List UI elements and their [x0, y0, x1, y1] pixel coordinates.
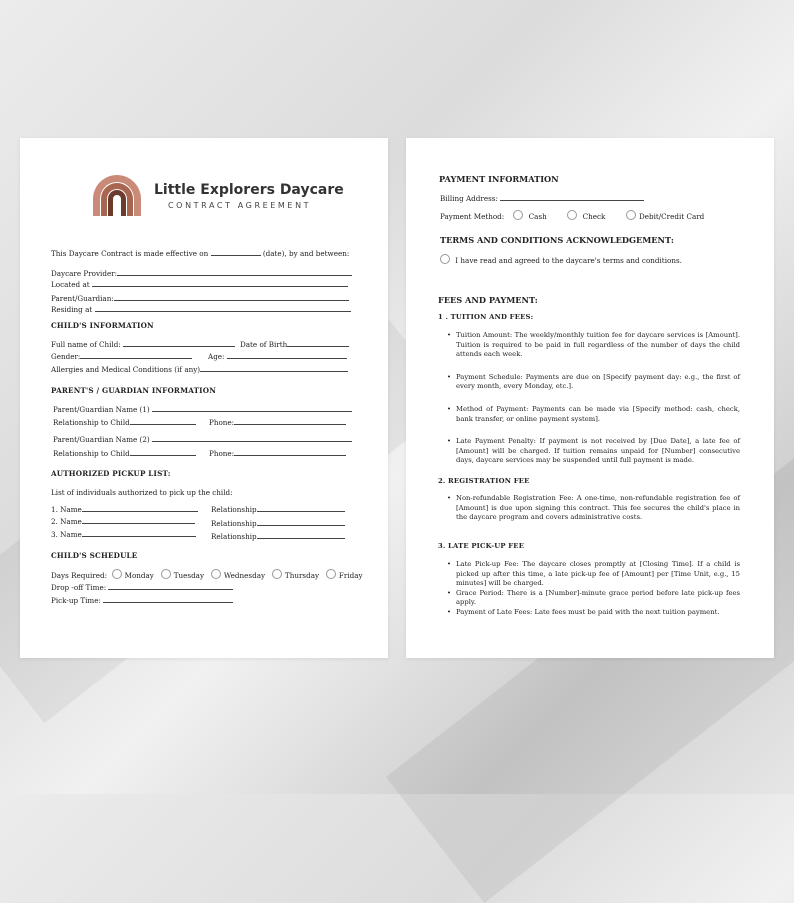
parent2-relationship-field[interactable] — [130, 448, 196, 456]
pickup-time-field[interactable] — [103, 595, 233, 603]
monday-radio[interactable] — [112, 569, 122, 579]
list-item: • Payment of Late Fees: Late fees must be paid with the next tuition payment. — [456, 608, 740, 618]
contract-page-2: PAYMENT INFORMATION Billing Address: Payment Method: Cash Check Debit/Credit Card TERMS AND CONDITIONS ACKNOWLEDGEMENT: I have read and agreed to the daycare's terms and conditions. FEES AND PAYMENT: 1 . TUITION AND FEES: • Tuition Amount: The weekly/monthly tuition fee for daycare services is [Amount]. Tuition is required to be paid in full regardless of the number of days the child attends each week. • Payment Schedule: Payments are due on [Specify payment day: e.g., the first of every month, every Monday, etc.]. • Method of Payment: Payments can be made via [Specify method: cash, check, bank transfer, or online payment system]. • Late Payment Penalty: If payment is not received by [Due Date], a late fee of [Amount] will be charged. If tuition remains unpaid for [Number] consecutive days, daycare services may be suspended until full payment is made. 2. REGISTRATION FEE • Non-refundable Registration Fee: A one-time, non-refundable registration fee of [Amount] is due upon signing this contract. This fee secures the child's place in the daycare program and covers administrative costs. 3. LATE PICK-UP FEE • Late Pick-up Fee: The daycare closes promptly at [Closing Time]. If a child is picked up after this time, a late pick-up fee of [Amount] per [Time Unit, e.g., 15 minutes] will be charged. • Grace Period: There is a [Number]-minute grace period before late pick-up fees apply. • Payment of Late Fees: Late fees must be paid with the next tuition payment. — [406, 138, 774, 658]
list-item: • Late Payment Penalty: If payment is not received by [Due Date], a late fee of [Amount] will be charged. If tuition remains unpaid for [Number] consecutive days, daycare services may be suspended until full payment is made. — [456, 437, 740, 466]
terms-statement: I have read and agreed to the daycare's terms and conditions. — [455, 256, 682, 265]
pickup3-relationship-field[interactable] — [257, 531, 345, 539]
rainbow-logo-icon — [90, 172, 144, 216]
contract-page-1: Little Explorers Daycare CONTRACT AGREEMENT This Daycare Contract is made effective on (date), by and between: Daycare Provider: Located at Parent/Guardian: Residing at CHILD'S INFORMATION Full name of Child: Date of Birth Gender: Age: Allergies and Medical Conditions (if any) PARENT'S / GUARDIAN INFORMATION Parent/Guardian Name (1) Relationship to Child Phone: Parent/Guardian Name (2) Relationship to Child Phone: AUTHORIZED PICKUP LIST: List of individuals authorized to pick up the child: 1. Name 2. Name 3. Name Relationship Relationship Relationship CHILD'S SCHEDULE Days Required: Monday Tuesday Wednesday Thursday Friday Drop -off Time: Pick-up Time: — [20, 138, 388, 658]
parent1-relationship-field[interactable] — [130, 417, 196, 425]
logo-subtitle: CONTRACT AGREEMENT — [168, 201, 312, 210]
pickup-intro: List of individuals authorized to pick up the child: — [51, 488, 233, 497]
provider-row: Daycare Provider: — [51, 268, 352, 278]
dropoff-time-field[interactable] — [108, 582, 233, 590]
tuesday-radio[interactable] — [161, 569, 171, 579]
provider-field[interactable] — [117, 268, 352, 276]
date-field[interactable] — [211, 248, 261, 256]
located-field[interactable] — [92, 279, 348, 287]
guardian-field[interactable] — [114, 293, 349, 301]
registration-list — [456, 494, 740, 523]
list-item: • Grace Period: There is a [Number]-minute grace period before late pick-up fees apply. — [456, 589, 740, 608]
pickup3-name-field[interactable] — [82, 529, 196, 537]
registration-subheading: 2. REGISTRATION FEE — [438, 477, 530, 485]
list-item: • Payment Schedule: Payments are due on [Specify payment day: e.g., the first of every month, every Monday, etc.]. — [456, 373, 740, 392]
parent2-phone-field[interactable] — [234, 448, 346, 456]
age-field[interactable] — [227, 351, 347, 359]
pickup1-name-field[interactable] — [82, 504, 198, 512]
residing-field[interactable] — [95, 304, 351, 312]
pickup-list-heading: AUTHORIZED PICKUP LIST: — [51, 469, 171, 478]
tuition-subheading: 1 . TUITION AND FEES: — [438, 313, 534, 321]
cash-radio[interactable] — [513, 210, 523, 220]
payment-method-row: Payment Method: Cash Check Debit/Credit Card — [440, 212, 705, 221]
late-pickup-list — [456, 560, 740, 618]
friday-radio[interactable] — [326, 569, 336, 579]
list-item: • Late Pick-up Fee: The daycare closes promptly at [Closing Time]. If a child is picked up after this time, a late pick-up fee of [Amount] per [Time Unit, e.g., 15 minutes] will be charged. — [456, 560, 740, 589]
tuition-list — [456, 331, 740, 466]
pickup1-relationship-field[interactable] — [257, 504, 345, 512]
intro-line: This Daycare Contract is made effective on (date), by and between: — [51, 249, 350, 258]
list-item: • Non-refundable Registration Fee: A one-time, non-refundable registration fee of [Amount] is due upon signing this contract. This fee secures the child's place in the daycare program and covers administrative costs. — [456, 494, 740, 523]
terms-agree-checkbox[interactable] — [440, 254, 450, 264]
parent1-name-field[interactable] — [152, 404, 352, 412]
parent2-name-field[interactable] — [152, 434, 352, 442]
dob-field[interactable] — [287, 339, 349, 347]
parent-info-heading: PARENT'S / GUARDIAN INFORMATION — [51, 386, 216, 395]
logo-title: Little Explorers Daycare — [154, 182, 344, 198]
schedule-heading: CHILD'S SCHEDULE — [51, 551, 138, 560]
fees-heading: FEES AND PAYMENT: — [438, 295, 538, 305]
late-pickup-subheading: 3. LATE PICK-UP FEE — [438, 542, 525, 550]
card-radio[interactable] — [626, 210, 636, 220]
located-row: Located at — [51, 279, 348, 289]
child-info-heading: CHILD'S INFORMATION — [51, 321, 154, 330]
parent1-phone-field[interactable] — [234, 417, 346, 425]
thursday-radio[interactable] — [272, 569, 282, 579]
payment-heading: PAYMENT INFORMATION — [439, 174, 559, 184]
wednesday-radio[interactable] — [211, 569, 221, 579]
list-item: • Tuition Amount: The weekly/monthly tuition fee for daycare services is [Amount]. Tuition is required to be paid in full regardless of the number of days the child attends each week. — [456, 331, 740, 360]
residing-row: Residing at — [51, 304, 351, 314]
child-name-field[interactable] — [123, 339, 235, 347]
list-item: • Method of Payment: Payments can be made via [Specify method: cash, check, bank transfer, or online payment system]. — [456, 405, 740, 424]
guardian-row: Parent/Guardian: — [51, 293, 349, 303]
check-radio[interactable] — [567, 210, 577, 220]
allergies-field[interactable] — [200, 364, 348, 372]
days-row: Days Required: Monday Tuesday Wednesday Thursday Friday — [51, 571, 363, 580]
gender-field[interactable] — [80, 351, 192, 359]
terms-heading: TERMS AND CONDITIONS ACKNOWLEDGEMENT: — [440, 235, 674, 245]
pickup2-name-field[interactable] — [82, 516, 195, 524]
pickup2-relationship-field[interactable] — [257, 518, 345, 526]
billing-address-field[interactable] — [500, 193, 644, 201]
